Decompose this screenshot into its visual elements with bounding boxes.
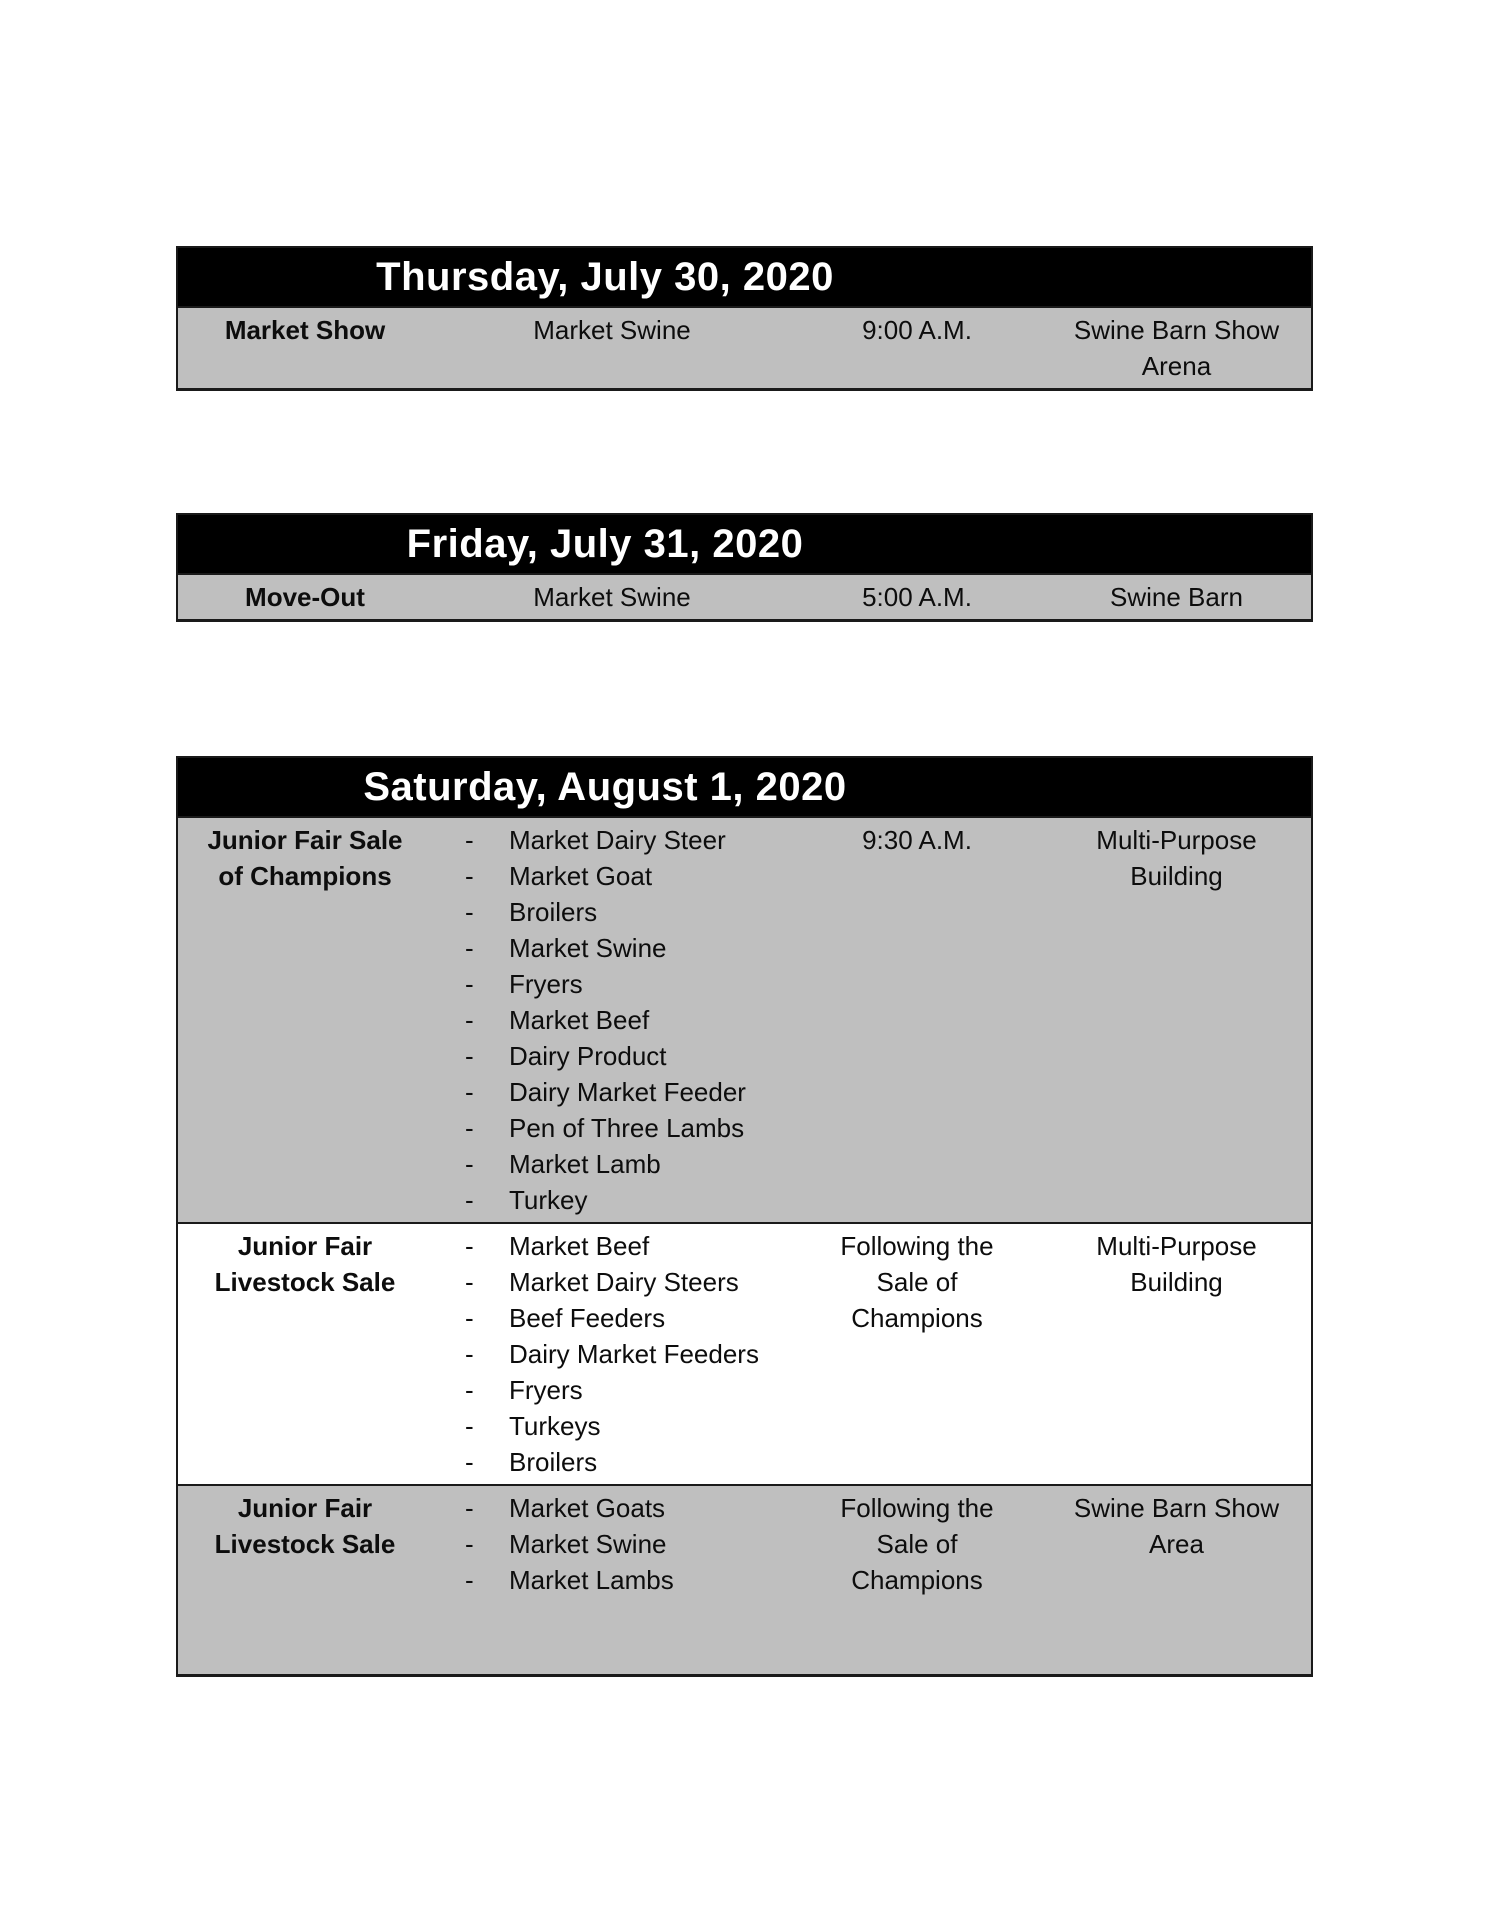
item-text: Market Dairy Steers bbox=[509, 1267, 739, 1297]
event-label: Junior Fair Sale of Champions bbox=[207, 825, 403, 891]
event-label: Junior Fair Livestock Sale bbox=[214, 1493, 396, 1559]
time-text: Following the Sale of Champions bbox=[840, 1493, 994, 1595]
time-cell bbox=[792, 579, 1042, 615]
day-table bbox=[176, 756, 1313, 1677]
item-text: Market Swine bbox=[533, 315, 691, 345]
item-dash-icon: - bbox=[465, 1231, 474, 1261]
location-cell bbox=[1042, 1228, 1311, 1480]
day-header bbox=[178, 248, 1311, 306]
item-dash-icon: - bbox=[465, 933, 474, 963]
item-dash-icon: - bbox=[465, 825, 474, 855]
item-line bbox=[432, 1336, 792, 1372]
schedule-row bbox=[178, 573, 1311, 619]
item-dash-icon: - bbox=[465, 1303, 474, 1333]
item-line bbox=[432, 1038, 792, 1074]
schedule-row bbox=[178, 1222, 1311, 1484]
item-line bbox=[432, 1146, 792, 1182]
item-dash-icon: - bbox=[465, 1529, 474, 1559]
item-dash-icon: - bbox=[465, 1185, 474, 1215]
location-cell bbox=[1042, 579, 1311, 615]
item-text: Fryers bbox=[509, 1375, 583, 1405]
day-title: Saturday, August 1, 2020 bbox=[363, 764, 847, 809]
item-dash-icon: - bbox=[465, 1005, 474, 1035]
item-text: Beef Feeders bbox=[509, 1303, 666, 1333]
item-text: Turkeys bbox=[509, 1411, 601, 1441]
item-dash-icon: - bbox=[465, 1447, 474, 1477]
item-text: Dairy Market Feeder bbox=[509, 1077, 746, 1107]
item-line bbox=[432, 822, 792, 858]
event-label: Move-Out bbox=[245, 582, 365, 612]
item-line bbox=[432, 1562, 792, 1598]
item-line bbox=[432, 1444, 792, 1480]
item-text: Broilers bbox=[509, 1447, 598, 1477]
item-text: Market Beef bbox=[509, 1231, 650, 1261]
item-line bbox=[432, 1300, 792, 1336]
item-text: Dairy Product bbox=[509, 1041, 667, 1071]
event-cell bbox=[178, 1228, 432, 1480]
time-text: 9:00 A.M. bbox=[862, 315, 972, 345]
item-line bbox=[432, 1228, 792, 1264]
item-text: Market Swine bbox=[533, 582, 691, 612]
item-line bbox=[432, 1110, 792, 1146]
day-table bbox=[176, 513, 1313, 622]
item-text: Dairy Market Feeders bbox=[509, 1339, 759, 1369]
day-table bbox=[176, 246, 1313, 391]
item-text: Fryers bbox=[509, 969, 583, 999]
event-cell bbox=[178, 312, 432, 384]
item-text: Market Lambs bbox=[509, 1565, 674, 1595]
item-dash-icon: - bbox=[465, 1077, 474, 1107]
item-line bbox=[432, 1074, 792, 1110]
event-label: Junior Fair Livestock Sale bbox=[214, 1231, 396, 1297]
day-header bbox=[178, 758, 1311, 816]
time-text: 9:30 A.M. bbox=[862, 825, 972, 855]
item-text: Broilers bbox=[509, 897, 598, 927]
day-title: Friday, July 31, 2020 bbox=[406, 521, 804, 566]
item-text: Turkey bbox=[509, 1185, 588, 1215]
event-cell bbox=[178, 822, 432, 1218]
item-line bbox=[432, 1490, 792, 1526]
item-text: Market Goats bbox=[509, 1493, 666, 1523]
items-cell bbox=[432, 822, 792, 1218]
location-text: Swine Barn bbox=[1110, 582, 1243, 612]
schedule-row bbox=[178, 306, 1311, 388]
items-cell bbox=[432, 1490, 792, 1598]
item-dash-icon: - bbox=[465, 861, 474, 891]
time-cell bbox=[792, 312, 1042, 384]
item-line bbox=[432, 930, 792, 966]
item-text: Market Swine bbox=[509, 1529, 667, 1559]
item-line bbox=[432, 1264, 792, 1300]
item-line bbox=[432, 1526, 792, 1562]
item-text: Pen of Three Lambs bbox=[509, 1113, 745, 1143]
item-text: Market Swine bbox=[509, 933, 667, 963]
item-line bbox=[432, 1182, 792, 1218]
item-line bbox=[432, 966, 792, 1002]
event-label: Market Show bbox=[224, 315, 386, 345]
item-text: Market Goat bbox=[509, 861, 653, 891]
day-header bbox=[178, 515, 1311, 573]
item-line bbox=[432, 1408, 792, 1444]
item-line bbox=[432, 894, 792, 930]
location-text: Multi-Purpose Building bbox=[1096, 1231, 1257, 1297]
item-line bbox=[432, 1002, 792, 1038]
items-cell bbox=[432, 579, 792, 615]
item-text: Market Dairy Steer bbox=[509, 825, 726, 855]
event-cell bbox=[178, 579, 432, 615]
item-dash-icon: - bbox=[465, 1339, 474, 1369]
location-cell bbox=[1042, 312, 1311, 384]
time-cell bbox=[792, 822, 1042, 1218]
event-cell bbox=[178, 1490, 432, 1598]
item-dash-icon: - bbox=[465, 1375, 474, 1405]
item-line bbox=[432, 858, 792, 894]
item-dash-icon: - bbox=[465, 1565, 474, 1595]
item-dash-icon: - bbox=[465, 1113, 474, 1143]
location-text: Swine Barn Show Arena bbox=[1073, 315, 1280, 381]
location-text: Swine Barn Show Area bbox=[1073, 1493, 1280, 1559]
item-dash-icon: - bbox=[465, 1149, 474, 1179]
day-title: Thursday, July 30, 2020 bbox=[376, 254, 834, 299]
items-cell bbox=[432, 312, 792, 384]
item-text: Market Lamb bbox=[509, 1149, 661, 1179]
location-cell bbox=[1042, 822, 1311, 1218]
item-text: Market Beef bbox=[509, 1005, 650, 1035]
item-line bbox=[432, 1372, 792, 1408]
schedule-row bbox=[178, 816, 1311, 1222]
location-text: Multi-Purpose Building bbox=[1096, 825, 1257, 891]
time-text: Following the Sale of Champions bbox=[840, 1231, 994, 1333]
items-cell bbox=[432, 1228, 792, 1480]
item-dash-icon: - bbox=[465, 1493, 474, 1523]
item-dash-icon: - bbox=[465, 1411, 474, 1441]
item-dash-icon: - bbox=[465, 1267, 474, 1297]
time-cell bbox=[792, 1490, 1042, 1598]
schedule-row bbox=[178, 1484, 1311, 1674]
item-dash-icon: - bbox=[465, 1041, 474, 1071]
item-dash-icon: - bbox=[465, 969, 474, 999]
time-text: 5:00 A.M. bbox=[862, 582, 972, 612]
time-cell bbox=[792, 1228, 1042, 1480]
location-cell bbox=[1042, 1490, 1311, 1598]
item-dash-icon: - bbox=[465, 897, 474, 927]
